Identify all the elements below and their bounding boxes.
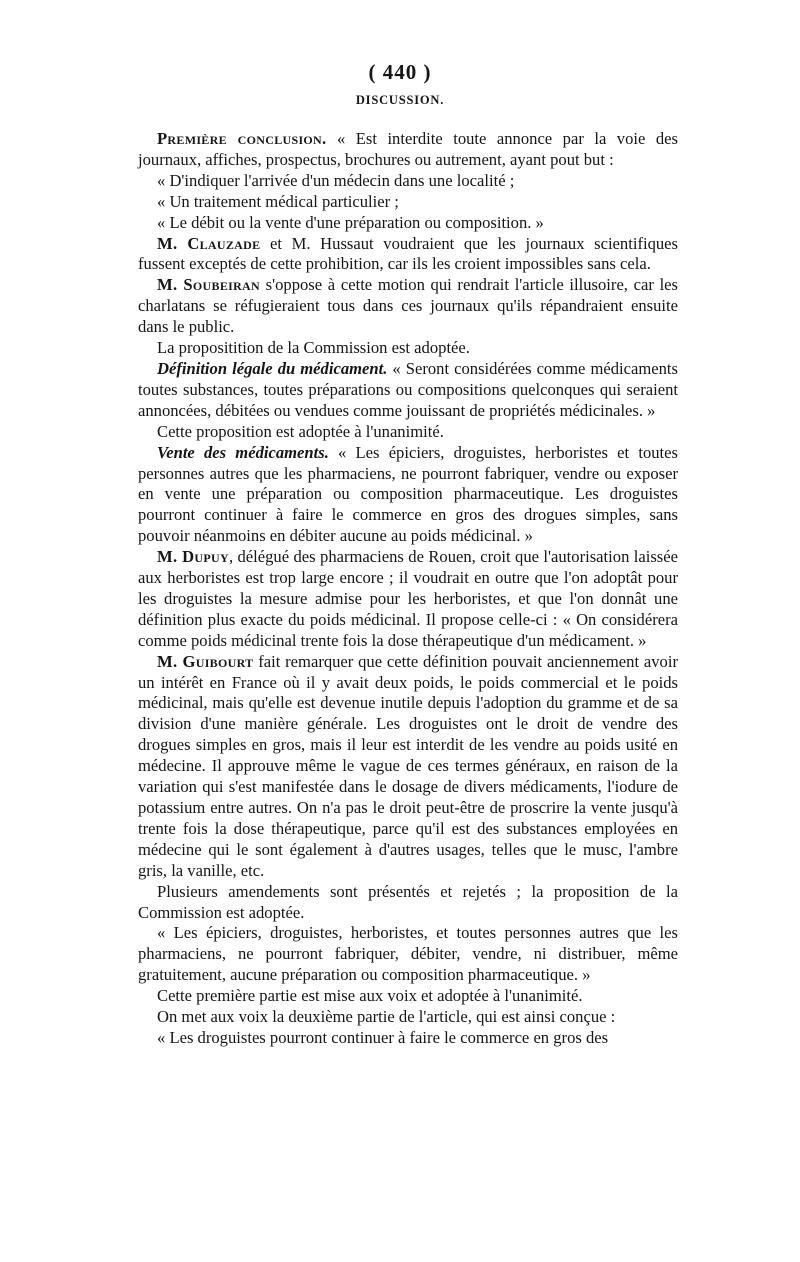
paragraph-text: « D'indiquer l'arrivée d'un médecin dans une localité ; — [157, 170, 515, 190]
paragraph — [138, 547, 678, 652]
paragraph-text: « Les épiciers, droguistes, herboristes, et toutes personnes autres que les pharmaciens, ne pourront fabriquer, débiter, vendre, ni distribuer, même gratuitement, aucune préparation ou composition pharmaceutique. » — [138, 923, 678, 985]
paragraph-text: « Les épiciers, droguistes, herboristes et toutes personnes autres que les pharmaciens, ne pourront fabriquer, vendre ou exposer en vente une préparation ou composition pharmaceutique. Les droguistes pourront continuer à faire le commerce en gros des drogues simples, sans pouvoir néanmoins en débiter aucune au poids médicinal. » — [138, 442, 678, 546]
paragraph-lead: M. Soubeiran — [157, 275, 260, 295]
paragraph — [138, 923, 678, 986]
paragraph — [138, 338, 678, 359]
paragraph — [138, 129, 678, 171]
paragraph-text: et M. Hussaut voudraient que les journaux scientifiques fussent exceptés de cette prohibition, car ils les croient impossibles sans cela. — [138, 233, 678, 274]
paragraph — [138, 192, 678, 213]
paragraph-lead: Vente des médicaments. — [157, 442, 329, 462]
paragraph — [138, 171, 678, 192]
paragraph-text: « Est interdite toute annonce par la voie des journaux, affiches, prospectus, brochures ou autrement, ayant pout but : — [138, 129, 678, 169]
paragraph — [138, 986, 678, 1007]
paragraph-lead: M. Guibourt — [157, 651, 254, 671]
paragraph — [138, 652, 678, 882]
page-number: ( 440 ) — [368, 60, 432, 84]
paragraph — [138, 275, 678, 338]
running-head: DISCUSSION. — [355, 93, 445, 107]
paragraph — [138, 359, 678, 422]
paragraph-text: fait remarquer que cette définition pouvait anciennement avoir un intérêt en France où il y avait deux poids, le poids commercial et le poids médicinal, mais qu'elle est devenue inutile depuis l'adoption du gramme et de sa division d'une manière générale. Les droguistes ont le droit de vendre des drogues simples en gros, mais il leur est interdit de les vendre au poids usité en médecine. Il approuve même le vague de ces termes généraux, en raison de la variation qui s'est manifestée dans le dosage de divers médicaments, l'iodure de potassium entre autres. On n'a pas le droit peut-être de proscrire la vente jusqu'à trente fois la dose thérapeutique, parce qu'il est des substances employées en médecine qui le sont également à d'autres usages, telles que le musc, l'ambre gris, la vanille, etc. — [138, 651, 678, 880]
paragraph-text: Plusieurs amendements sont présentés et rejetés ; la proposition de la Commission est adoptée. — [138, 881, 678, 922]
paragraph-lead: M. Dupuy — [157, 547, 229, 567]
paragraph-text: « Un traitement médical particulier ; — [157, 191, 399, 211]
paragraph-text: On met aux voix la deuxième partie de l'article, qui est ainsi conçue : — [157, 1007, 616, 1027]
paragraph — [138, 1028, 678, 1049]
paragraph-text: , délégué des pharmaciens de Rouen, croit que l'autorisation laissée aux herboristes est trop large encore ; il voudrait en outre que l'on adoptât pour les droguistes la mesure admise pour les herboristes, et que l'on donnât une définition plus exacte du poids médicinal. Il propose celle-ci : « On considérera comme poids médicinal trente fois la dose thérapeutique d'un médicament. » — [138, 547, 678, 650]
paragraph-lead: Première conclusion. — [157, 129, 327, 148]
paragraph — [138, 1007, 678, 1028]
paragraph — [138, 234, 678, 276]
paragraph-text: Cette proposition est adoptée à l'unanimité. — [157, 421, 444, 441]
paragraph-text: La propositition de la Commission est adoptée. — [157, 338, 470, 358]
paragraph-text: « Le débit ou la vente d'une préparation ou composition. » — [157, 212, 544, 232]
paragraph-text: s'oppose à cette motion qui rendrait l'article illusoire, car les charlatans se réfugieraient tous dans ces journaux qu'ils répandraient ensuite dans le public. — [138, 275, 678, 337]
paragraph — [138, 882, 678, 924]
body-text — [138, 129, 678, 1049]
paragraph — [138, 213, 678, 234]
paragraph-lead: M. Clauzade — [157, 233, 261, 253]
paragraph-text: Cette première partie est mise aux voix et adoptée à l'unanimité. — [157, 986, 583, 1006]
paragraph-text: « Les droguistes pourront continuer à faire le commerce en gros des — [157, 1027, 609, 1047]
paragraph — [138, 422, 678, 443]
page-header — [0, 58, 800, 110]
paragraph-lead: Définition légale du médicament. — [157, 358, 388, 378]
paragraph — [138, 443, 678, 548]
paragraph-text: « Seront considérées comme médicaments toutes substances, toutes préparations ou compositions quelconques qui seraient annoncées, débitées ou vendues comme jouissant de propriétés médicinales. » — [138, 358, 679, 420]
